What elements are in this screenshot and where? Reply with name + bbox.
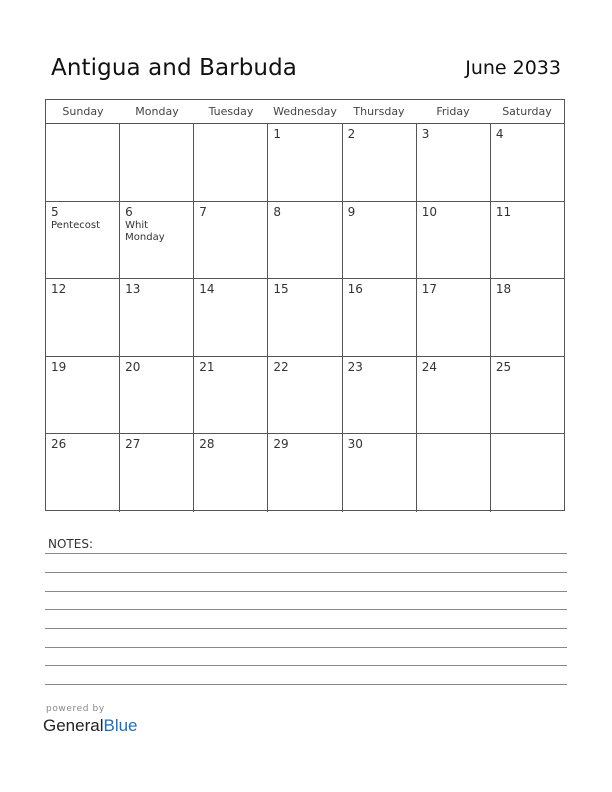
day-number: 26 bbox=[51, 437, 67, 452]
day-cell bbox=[46, 279, 120, 356]
day-number: 16 bbox=[347, 282, 363, 297]
day-number: 8 bbox=[273, 204, 282, 219]
day-number: 29 bbox=[273, 437, 289, 452]
weekday-sunday: Sunday bbox=[62, 105, 104, 118]
day-number: 24 bbox=[421, 359, 437, 374]
day-number: 2 bbox=[347, 127, 356, 141]
note-line bbox=[45, 647, 567, 648]
day-number: 27 bbox=[125, 437, 141, 452]
week-row bbox=[46, 434, 564, 512]
day-cell bbox=[268, 124, 342, 201]
day-number: 5 bbox=[51, 204, 59, 219]
day-cell bbox=[491, 124, 564, 201]
weekday-thursday: Thursday bbox=[353, 105, 405, 118]
day-cell bbox=[120, 124, 194, 201]
day-number: 19 bbox=[51, 359, 67, 374]
day-number: 4 bbox=[495, 127, 504, 141]
holiday-label: Whit Monday bbox=[125, 219, 165, 243]
day-cell bbox=[120, 279, 194, 356]
day-cell bbox=[46, 434, 120, 512]
day-cell bbox=[268, 434, 342, 512]
day-number: 1 bbox=[273, 127, 282, 141]
day-cell bbox=[343, 202, 417, 279]
day-cell bbox=[343, 434, 417, 512]
day-cell bbox=[343, 357, 417, 434]
day-number: 22 bbox=[273, 359, 289, 374]
day-cell bbox=[417, 124, 491, 201]
day-cell bbox=[194, 357, 268, 434]
weekday-saturday: Saturday bbox=[502, 105, 552, 118]
calendar-title: Antigua and Barbuda bbox=[51, 55, 297, 81]
day-number: 14 bbox=[199, 282, 215, 297]
weekday-wednesday: Wednesday bbox=[273, 105, 337, 118]
day-cell bbox=[46, 124, 120, 201]
day-cell bbox=[417, 357, 491, 434]
day-cell bbox=[120, 434, 194, 512]
day-number: 21 bbox=[199, 359, 215, 374]
day-cell bbox=[417, 279, 491, 356]
weekday-header-row bbox=[46, 100, 564, 124]
day-number: 12 bbox=[51, 282, 67, 297]
day-number: 28 bbox=[199, 437, 215, 452]
week-row bbox=[46, 357, 564, 435]
day-cell bbox=[491, 279, 564, 356]
day-number: 6 bbox=[125, 204, 133, 219]
note-line bbox=[45, 665, 567, 666]
calendar-grid bbox=[45, 99, 565, 511]
note-line bbox=[45, 609, 567, 610]
calendar-weeks bbox=[46, 124, 564, 512]
day-number: 17 bbox=[421, 282, 437, 297]
brand-blue-text: Blue bbox=[103, 716, 138, 735]
day-cell bbox=[194, 434, 268, 512]
day-number: 15 bbox=[273, 282, 289, 297]
note-line bbox=[45, 591, 567, 592]
generalblue-logo bbox=[43, 716, 138, 736]
day-cell bbox=[491, 357, 564, 434]
day-cell bbox=[417, 434, 491, 512]
day-cell bbox=[268, 202, 342, 279]
day-number: 7 bbox=[199, 204, 207, 219]
holiday-label: Pentecost bbox=[51, 219, 100, 231]
note-line bbox=[45, 553, 567, 554]
day-cell bbox=[46, 357, 120, 434]
day-number: 25 bbox=[495, 359, 512, 374]
day-number: 20 bbox=[125, 359, 141, 374]
weekday-tuesday: Tuesday bbox=[208, 105, 254, 118]
day-cell bbox=[194, 124, 268, 201]
day-cell bbox=[491, 202, 564, 279]
day-cell bbox=[268, 279, 342, 356]
day-cell bbox=[194, 202, 268, 279]
notes-label: NOTES: bbox=[48, 537, 93, 551]
day-number: 3 bbox=[421, 127, 430, 141]
weekday-monday: Monday bbox=[135, 105, 179, 118]
powered-by-text: powered by bbox=[46, 704, 105, 714]
day-number: 9 bbox=[347, 204, 356, 219]
day-cell bbox=[194, 279, 268, 356]
note-line bbox=[45, 684, 567, 685]
week-row bbox=[46, 279, 564, 357]
day-cell bbox=[268, 357, 342, 434]
day-cell bbox=[343, 124, 417, 201]
week-row bbox=[46, 202, 564, 280]
week-row bbox=[46, 124, 564, 202]
weekday-friday: Friday bbox=[436, 105, 470, 118]
brand-general-text: General bbox=[43, 716, 104, 735]
day-cell bbox=[46, 202, 120, 279]
day-number: 30 bbox=[347, 437, 363, 452]
day-cell bbox=[417, 202, 491, 279]
day-number: 23 bbox=[347, 359, 363, 374]
day-cell bbox=[120, 357, 194, 434]
day-number: 10 bbox=[421, 204, 437, 219]
day-cell bbox=[120, 202, 194, 279]
day-cell bbox=[491, 434, 564, 512]
day-cell bbox=[343, 279, 417, 356]
day-number: 18 bbox=[495, 282, 512, 297]
note-line bbox=[45, 572, 567, 573]
calendar-month: June 2033 bbox=[465, 57, 561, 79]
note-line bbox=[45, 628, 567, 629]
day-number: 11 bbox=[495, 204, 512, 219]
day-number: 13 bbox=[125, 282, 141, 297]
